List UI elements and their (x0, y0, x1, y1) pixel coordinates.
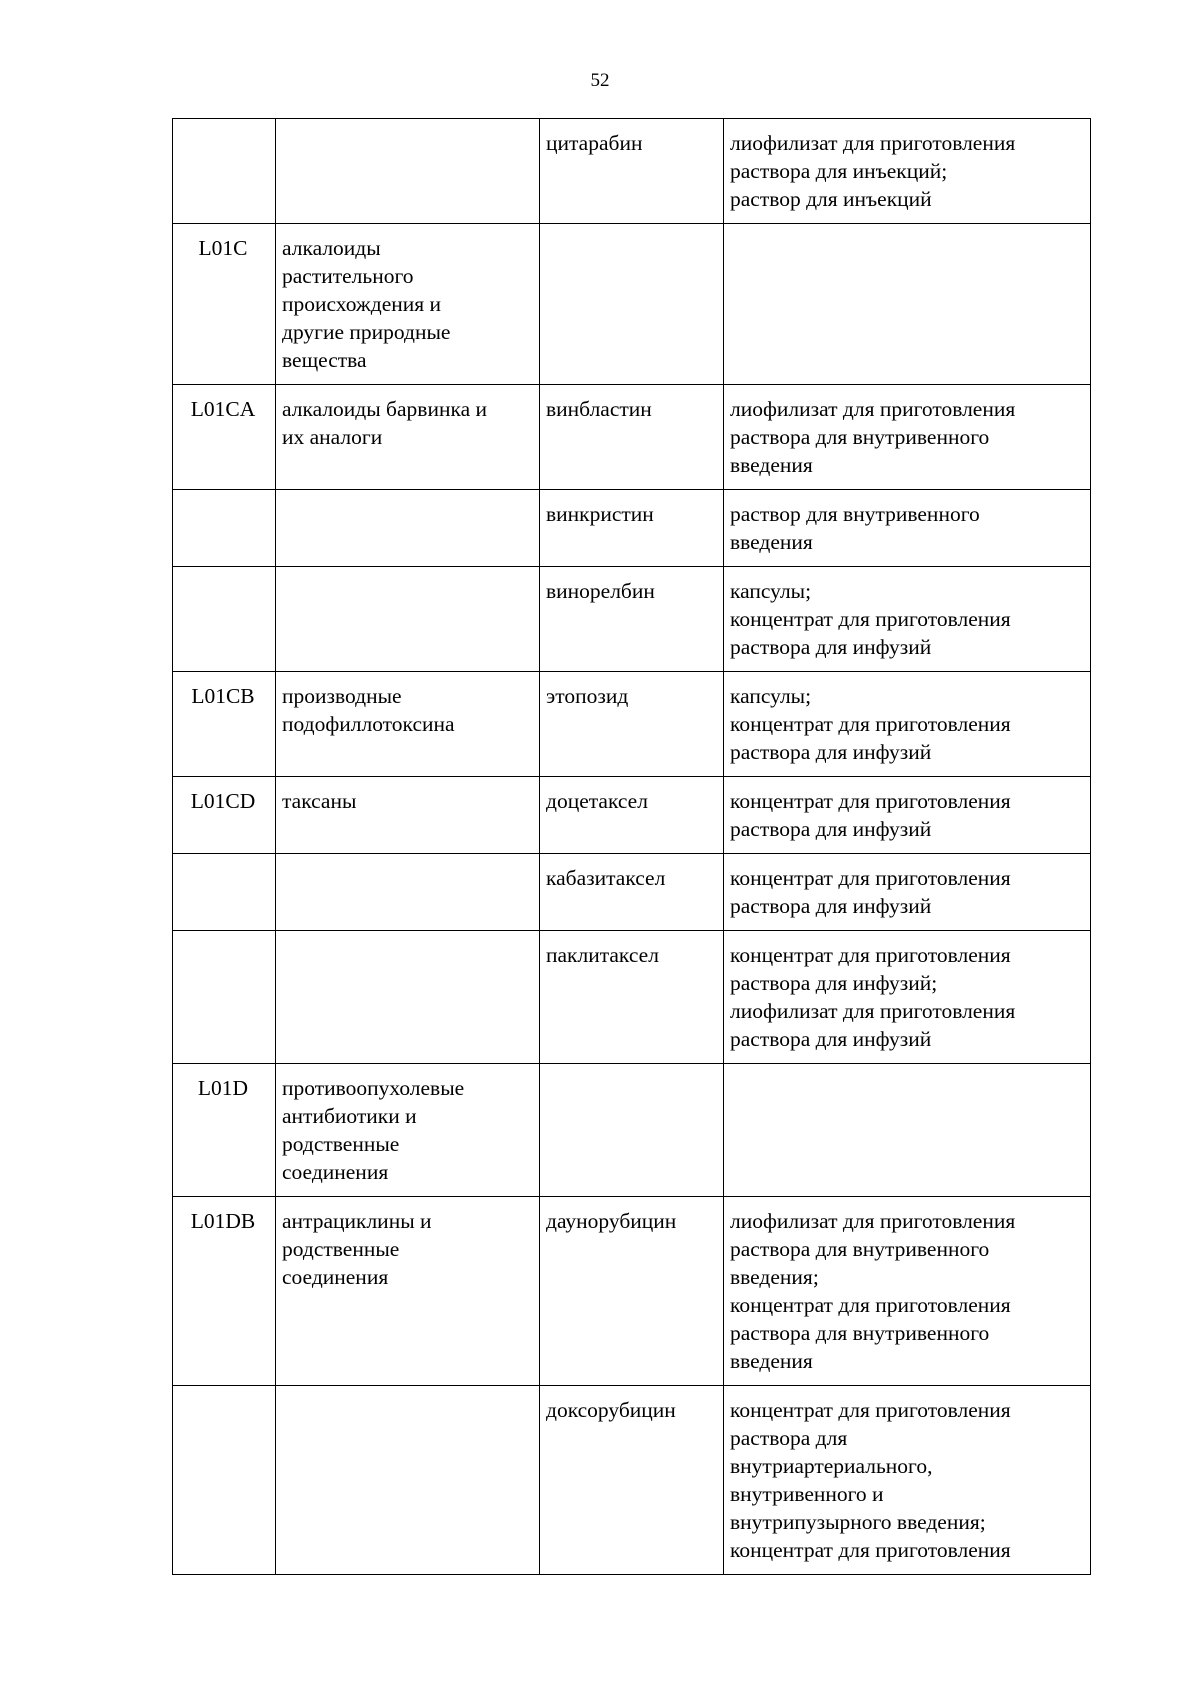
group-cell (276, 490, 540, 567)
group-cell: антрациклины и родственные соединения (276, 1197, 540, 1386)
dosage-form-cell: концентрат для приготовления раствора для инфузий; лиофилизат для приготовления раствора для инфузий (724, 931, 1091, 1064)
drug-name-cell: винбластин (540, 385, 724, 490)
table-row (173, 490, 1091, 567)
atc-code-cell (173, 490, 276, 567)
atc-code-cell (173, 931, 276, 1064)
dosage-form-cell: лиофилизат для приготовления раствора для инъекций; раствор для инъекций (724, 119, 1091, 224)
dosage-form-cell: капсулы; концентрат для приготовления раствора для инфузий (724, 672, 1091, 777)
dosage-form-cell: капсулы; концентрат для приготовления раствора для инфузий (724, 567, 1091, 672)
group-cell (276, 1386, 540, 1575)
dosage-form-cell (724, 224, 1091, 385)
table-row (173, 224, 1091, 385)
drug-name-cell: паклитаксел (540, 931, 724, 1064)
drug-name-cell: цитарабин (540, 119, 724, 224)
atc-code-cell: L01D (173, 1064, 276, 1197)
dosage-form-cell: лиофилизат для приготовления раствора для внутривенного введения; концентрат для приготовления раствора для внутривенного введения (724, 1197, 1091, 1386)
dosage-form-cell: лиофилизат для приготовления раствора для внутривенного введения (724, 385, 1091, 490)
atc-code-cell (173, 854, 276, 931)
drug-name-cell: доцетаксел (540, 777, 724, 854)
atc-code-cell: L01DB (173, 1197, 276, 1386)
group-cell: алкалоиды растительного происхождения и другие природные вещества (276, 224, 540, 385)
table-row (173, 1197, 1091, 1386)
group-cell (276, 931, 540, 1064)
drug-name-cell (540, 1064, 724, 1197)
dosage-form-cell: концентрат для приготовления раствора для инфузий (724, 854, 1091, 931)
dosage-form-cell: концентрат для приготовления раствора для внутриартериального, внутривенного и внутрипузырного введения; концентрат для приготовления (724, 1386, 1091, 1575)
table-row (173, 1064, 1091, 1197)
drug-name-cell: кабазитаксел (540, 854, 724, 931)
atc-code-cell (173, 1386, 276, 1575)
atc-code-cell: L01C (173, 224, 276, 385)
table-row (173, 119, 1091, 224)
group-cell: таксаны (276, 777, 540, 854)
table-row (173, 672, 1091, 777)
drug-table (172, 118, 1091, 1575)
drug-name-cell (540, 224, 724, 385)
group-cell (276, 567, 540, 672)
drug-name-cell: даунорубицин (540, 1197, 724, 1386)
drug-name-cell: доксорубицин (540, 1386, 724, 1575)
table-row (173, 567, 1091, 672)
table-row (173, 385, 1091, 490)
drug-name-cell: этопозид (540, 672, 724, 777)
table-row (173, 854, 1091, 931)
group-cell (276, 119, 540, 224)
table-row (173, 1386, 1091, 1575)
group-cell: алкалоиды барвинка и их аналоги (276, 385, 540, 490)
atc-code-cell (173, 567, 276, 672)
dosage-form-cell: раствор для внутривенного введения (724, 490, 1091, 567)
table-row (173, 931, 1091, 1064)
atc-code-cell: L01CB (173, 672, 276, 777)
page-number: 52 (590, 70, 610, 91)
dosage-form-cell: концентрат для приготовления раствора для инфузий (724, 777, 1091, 854)
drug-name-cell: винкристин (540, 490, 724, 567)
drug-name-cell: винорелбин (540, 567, 724, 672)
atc-code-cell: L01CD (173, 777, 276, 854)
dosage-form-cell (724, 1064, 1091, 1197)
atc-code-cell: L01CA (173, 385, 276, 490)
atc-code-cell (173, 119, 276, 224)
group-cell (276, 854, 540, 931)
group-cell: производные подофиллотоксина (276, 672, 540, 777)
group-cell: противоопухолевые антибиотики и родственные соединения (276, 1064, 540, 1197)
table-row (173, 777, 1091, 854)
